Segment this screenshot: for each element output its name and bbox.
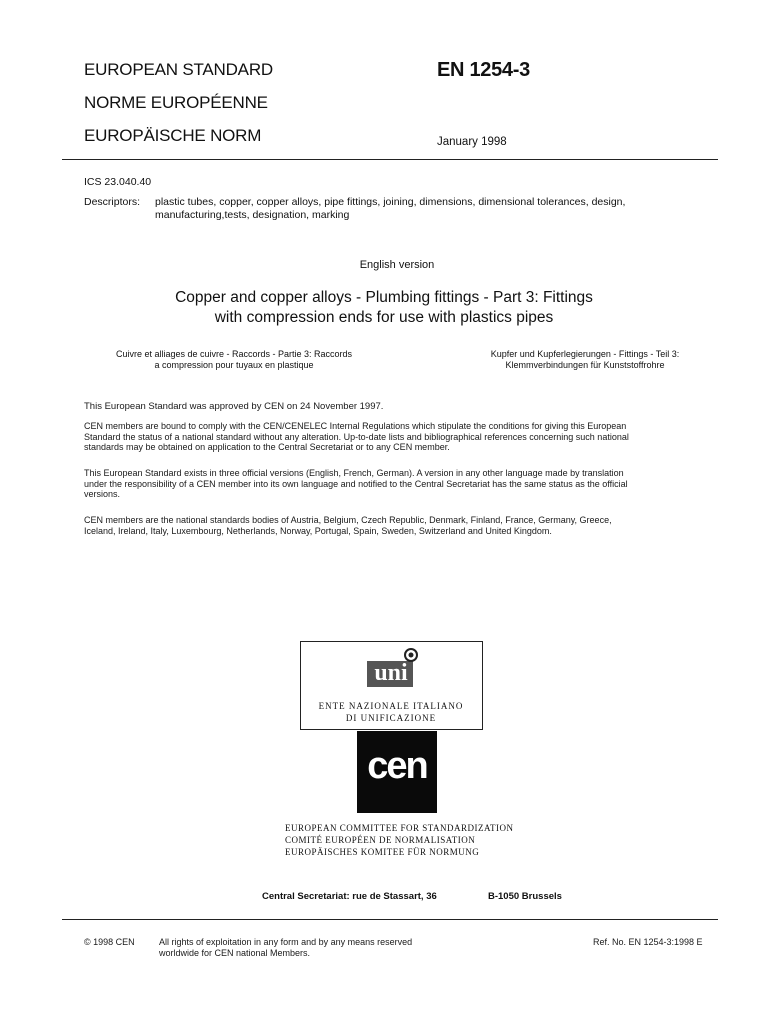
rights-notice-line-1: All rights of exploitation in any form and by any means reserved — [159, 937, 413, 947]
reference-number: Ref. No. EN 1254-3:1998 E — [593, 937, 703, 947]
ics-code: ICS 23.040.40 — [84, 176, 152, 188]
paragraph-versions-line-1: This European Standard exists in three official versions (English, French, German). A version in any other language made by translation — [84, 468, 624, 478]
title-german-line-1: Kupfer und Kupferlegierungen - Fittings - Teil 3: — [490, 349, 680, 359]
title-de: EUROPÄISCHE NORM — [84, 126, 262, 145]
rights-notice-line-2: worldwide for CEN national Members. — [159, 947, 311, 958]
uni-logo — [361, 647, 421, 691]
uni-stamp — [300, 641, 483, 730]
title-french-line-2: a compression pour tuyaux en plastique — [154, 360, 314, 370]
cen-name-fr: COMITÉ EUROPÉEN DE NORMALISATION — [285, 835, 476, 845]
title-german — [450, 349, 720, 371]
title-french-line-1: Cuivre et alliages de cuivre - Raccords - Partie 3: Raccords — [115, 349, 353, 359]
paragraph-versions-line-3: versions. — [84, 489, 121, 499]
paragraph-versions-line-2: under the responsibility of a CEN member into its own language and notified to the Central Secretariat has the same status as the official — [84, 478, 628, 489]
rights-notice — [159, 937, 412, 958]
footer-rule — [62, 919, 718, 920]
paragraph-members — [84, 515, 714, 536]
uni-stamp-line-1: ENTE NAZIONALE ITALIANO — [318, 701, 464, 711]
header-rule — [62, 159, 718, 160]
paragraph-obligations-line-3: standards may be obtained on application to the Central Secretariat or to any CEN member. — [84, 442, 450, 452]
cen-names — [285, 822, 514, 858]
descriptors-label: Descriptors: — [84, 196, 141, 208]
descriptors-line-2: manufacturing,tests, designation, marking — [155, 209, 350, 221]
cen-name-en: EUROPEAN COMMITTEE FOR STANDARDIZATION — [285, 823, 514, 833]
cen-name-de: EUROPÄISCHES KOMITEE FÜR NORMUNG — [285, 847, 480, 857]
uni-stamp-text — [301, 700, 481, 724]
title-german-line-2: Klemmverbindungen für Kunststoffrohre — [505, 360, 665, 370]
cen-logo — [357, 731, 437, 813]
uni-stamp-line-2: DI UNIFICAZIONE — [345, 713, 437, 723]
cen-logo-text: cen — [367, 745, 427, 787]
secretariat-city: B-1050 Brussels — [488, 891, 562, 902]
language-version: English version — [359, 259, 435, 271]
title-fr: NORME EUROPÉENNE — [84, 93, 268, 112]
paragraph-versions — [84, 468, 714, 500]
publication-date: January 1998 — [437, 136, 507, 148]
standard-number: EN 1254-3 — [437, 59, 530, 81]
paragraph-obligations-line-1: CEN members are bound to comply with the CEN/CENELEC Internal Regulations which stipulate the conditions for giving this European — [84, 421, 627, 431]
title-en: EUROPEAN STANDARD — [84, 60, 273, 79]
descriptors-line-1: plastic tubes, copper, copper alloys, pipe fittings, joining, dimensions, dimensional tolerances, design, — [155, 196, 626, 208]
main-title-line-1: Copper and copper alloys - Plumbing fittings - Part 3: Fittings — [175, 289, 593, 306]
paragraph-obligations-line-2: Standard the status of a national standard without any alteration. Up-to-date lists and bibliographical references concerning such national — [84, 431, 629, 442]
approval-statement: This European Standard was approved by CEN on 24 November 1997. — [84, 401, 384, 412]
paragraph-obligations — [84, 421, 714, 453]
title-french — [84, 349, 384, 371]
main-title-line-2: with compression ends for use with plastics pipes — [214, 309, 554, 326]
uni-logo-text: uni — [374, 660, 408, 686]
paragraph-members-line-2: Iceland, Ireland, Italy, Luxembourg, Netherlands, Norway, Portugal, Spain, Sweden, Switzerland and United Kingdom. — [84, 525, 552, 536]
main-title — [0, 288, 768, 328]
copyright: © 1998 CEN — [84, 937, 135, 947]
paragraph-members-line-1: CEN members are the national standards bodies of Austria, Belgium, Czech Republic, Denmark, Finland, France, Germany, Greece, — [84, 515, 612, 525]
secretariat-address: Central Secretariat: rue de Stassart, 36 — [262, 891, 437, 902]
